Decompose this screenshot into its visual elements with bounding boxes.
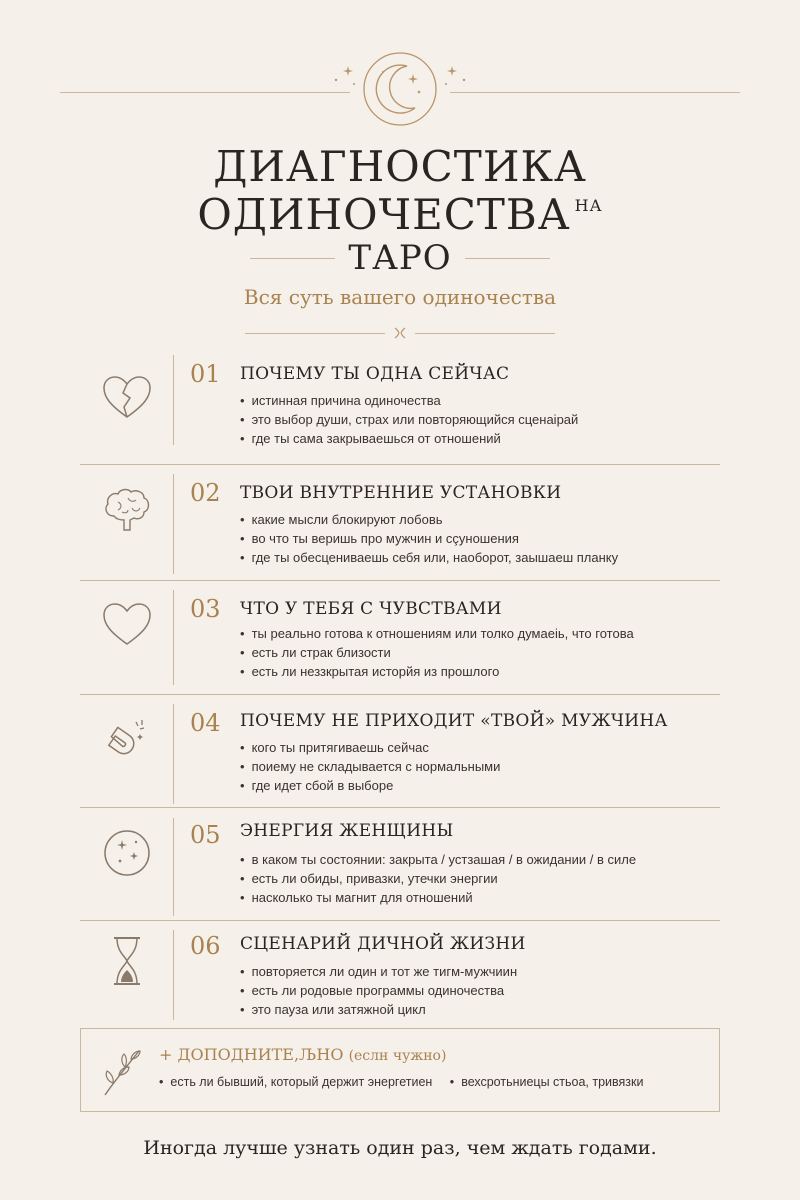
section-06-rule (173, 930, 174, 1020)
extra-box (80, 1028, 720, 1112)
title-line-2 (0, 190, 800, 239)
section-01 (80, 355, 720, 465)
extra-items (159, 1075, 658, 1089)
bullet-item: • истинная причина одиночества (240, 391, 578, 410)
bullet-item: • повторяется ли один и тот же тигм-мужчиин (240, 962, 517, 981)
section-number: 03 (190, 595, 221, 623)
divider-ornament-icon (392, 326, 408, 340)
section-separator (80, 694, 720, 695)
broken-heart-icon (100, 371, 154, 425)
bullet-item: • во что ты веришь про мужчин и сçуношения (240, 529, 618, 548)
section-06 (80, 930, 720, 1030)
bullet-item: • в каком ты состоянии: закрыта / устзашая / в ожидании / в силе (240, 850, 636, 869)
title-line-1: ДИАГНОСТИКА (213, 142, 587, 191)
title-line-3: ТАРО (348, 238, 452, 278)
section-02-rule (173, 474, 174, 574)
divider-right (415, 333, 555, 334)
heart-icon (100, 598, 154, 652)
bullet-item: • есть ли неззкрытая исторйя из прошлого (240, 662, 634, 681)
section-title: ПОЧЕМУ НЕ ПРИХОДИТ «ТВОЙ» МУЖЧИНА (240, 711, 668, 731)
section-bullets (240, 391, 578, 448)
bullet-item: • где идет сбой в выборе (240, 776, 500, 795)
extra-item: • есть ли бывший, который держит энергетиен (159, 1075, 432, 1089)
extra-optional: (еслн чужно) (348, 1048, 447, 1064)
section-title: ЧТО У ТЕБЯ С ЧУВСТВАМИ (240, 599, 502, 619)
hourglass-icon (100, 934, 154, 988)
title-na: НА (574, 196, 603, 215)
section-title: ЭНЕРГИЯ ЖЕНЩИНЫ (240, 821, 454, 841)
section-number: 02 (190, 479, 221, 507)
bullet-item: • кого ты притягиваешь сейчас (240, 738, 500, 757)
section-separator (80, 580, 720, 581)
bullet-item: • какие мысли блокируют лобовь (240, 510, 618, 529)
section-bullets (240, 850, 636, 907)
extra-plus: + (159, 1045, 173, 1064)
sparkle-left-icon (326, 60, 360, 90)
section-01-rule (173, 355, 174, 445)
section-separator (80, 464, 720, 465)
extra-heading: ДОПОДНИТЕ,ЉНО (177, 1045, 344, 1064)
title-word: ОДИНОЧЕСТВА (197, 190, 571, 239)
section-05-rule (173, 818, 174, 916)
bullet-item: • есть ли страк близости (240, 643, 634, 662)
section-separator (80, 920, 720, 921)
bullet-item: • ты реально готова к отношениям или толко думаеіь, что готова (240, 624, 634, 643)
brain-icon (100, 484, 154, 538)
section-title: СЦЕНАРИЙ ДИЧНОЙ ЖИЗНИ (240, 934, 526, 954)
branch-icon (99, 1043, 147, 1099)
bullet-item: • насколько ты магнит для отношений (240, 888, 636, 907)
extra-item: • вехсротьниецы стьоа, тривязки (450, 1075, 644, 1089)
top-rule-right (450, 92, 740, 93)
section-04 (80, 704, 720, 814)
section-bullets (240, 624, 634, 681)
section-03 (80, 590, 720, 700)
section-bullets (240, 738, 500, 795)
bullet-item: • есть ли родовые программы одиночества (240, 981, 517, 1000)
magnet-icon (100, 712, 154, 766)
sparkle-right-icon (440, 60, 474, 90)
section-title: ТВОИ ВНУТРЕННИЕ УСТАНОВКИ (240, 483, 562, 503)
divider-left (245, 333, 385, 334)
stars-circle-icon (100, 826, 154, 880)
bullet-item: • где ты сама закрываешься от отношений (240, 429, 578, 448)
footer-quote: Иногда лучше узнать один раз, чем ждать годами. (143, 1137, 657, 1159)
section-number: 05 (190, 821, 221, 849)
section-number: 01 (190, 360, 221, 388)
section-03-rule (173, 590, 174, 685)
moon-emblem-icon (361, 50, 439, 128)
bullet-item: • где ты обесцениваешь себя или, наоборот, заышаеш планку (240, 548, 618, 567)
bullet-item: • это выбор души, страх или повторяющийся сценаірай (240, 410, 578, 429)
section-05 (80, 818, 720, 928)
section-number: 04 (190, 709, 221, 737)
subtitle: Вся суть вашего одиночества (243, 285, 557, 309)
section-title: ПОЧЕМУ ТЫ ОДНА СЕЙЧАС (240, 364, 510, 384)
section-separator (80, 807, 720, 808)
section-bullets (240, 962, 517, 1019)
section-04-rule (173, 704, 174, 804)
bullet-item: • поиему не складывается с нормальными (240, 757, 500, 776)
top-rule-left (60, 92, 350, 93)
bullet-item: • есть ли обиды, привазки, утечки энергии (240, 869, 636, 888)
section-02 (80, 474, 720, 584)
section-bullets (240, 510, 618, 567)
bullet-item: • это пауза или затяжной цикл (240, 1000, 517, 1019)
extra-title (159, 1045, 446, 1064)
section-number: 06 (190, 932, 221, 960)
